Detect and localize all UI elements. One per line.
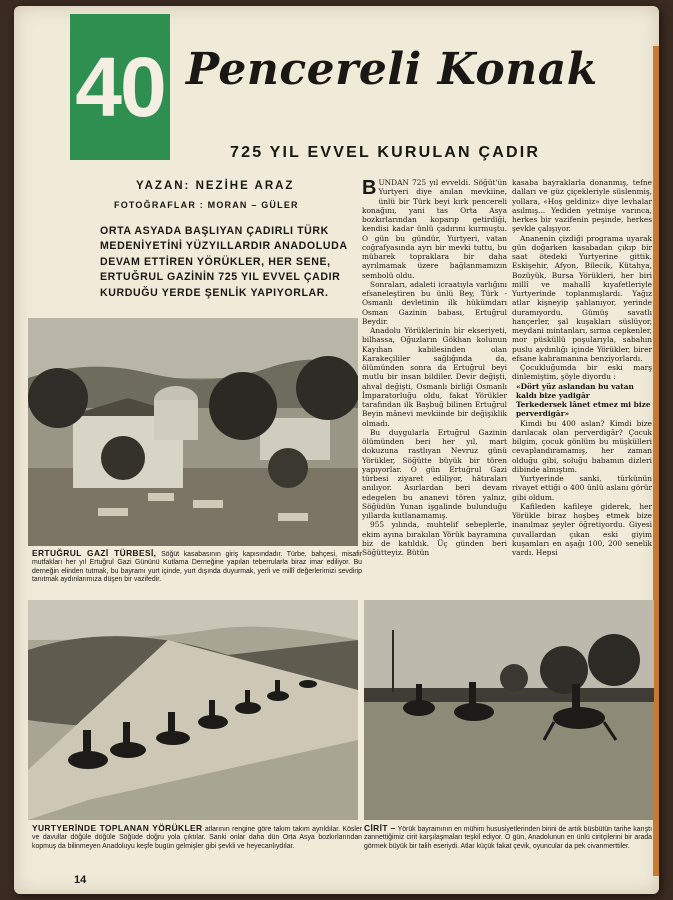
- paragraph: Bu duygularla Ertuğrul Gazinin ölümünden beri her yıl, mart dokuzuna rastlıyan Nevruz günü Yörükler, Söğütte büyük bir tören yapıyorlar. O gün Ertuğrul Gazi türbesi ziyaret ediliyor, hâtıraları anılıyor. Asırlardan beri devam edegelen bu ananevi tören yalnız, Söğüdün Yunan işgalinde bulunduğu yıllarda kutlanamamış.: [362, 427, 507, 520]
- caption-text: atlarının rengine göre takım takım ayrıldılar. Kösler ve davullar döğüle döğüle Söğüde doğru yola çıktılar. Sanki onlar daha dün Orta Asya bozkırlarından kopmuş da bilinmeyen Anadoluyu keşfe bugün gelmişler gibi şevkli ve heyecanlıydılar.: [32, 826, 363, 850]
- paragraph: Yurtyerinde sanki, türkünün rivayet ettiği o 400 ünlü aslanı görür gibi oldum.: [512, 474, 652, 502]
- paragraph: [362, 178, 507, 280]
- photo-credits: FOTOĞRAFLAR : MORAN – GÜLER: [114, 200, 299, 210]
- lead-paragraph: ORTA ASYADA BAŞLIYAN ÇADIRLI TÜRK MEDENİYETİNİ YÜZYILLARDIR ANADOLUDA DEVAM ETTİREN YÖRÜKLER, HER SENE, ERTUĞRUL GAZİNİN 725 YIL EVVEL ÇADIR KURDUĞU YERDE ŞENLİK YAPIYORLAR.: [100, 225, 348, 299]
- paragraph: Kimdi bu 400 aslan? Kimdi bize darılacak olan perverdigâr? Çocuk bilgim, çocuk gönlüm bu müşkülleri cevaplandıramamış, her zaman olduğu gibi, soluğu babamın dizleri dibinde almıştım.: [512, 418, 652, 474]
- caption-text: Söğüt kasabasının giriş kapısındadır. Türbe, bahçesi, misafir mutfakları her yıl Ertuğrul Gazi Gününü Kutlama Derneğine yapılan teberrularla biraz imar ediliyor. Bu derneğin elinden tutmak, bu bayramı yurt içinde, yurt dışında duyurmak, yerli ve millî değerlerimizi sevdirip tanıtmak aydınlarımıza düşen bir vazifedir.: [32, 551, 362, 584]
- tomb-photo: [28, 318, 358, 546]
- author-byline: YAZAN: NEZİHE ARAZ: [136, 180, 295, 192]
- magazine-page: [14, 6, 659, 894]
- paragraph-text: UNDAN 725 yıl evveldi. Söğüt'ün Yurtyeri diye anılan mevkiine, ünlü bir Türk beyi kırk pencereli konağını, yani tas Orta Asya bozkırlarından koparıp getirdiği, kendisi kadar ünlü çadırını kurmuştu. O gün bu gündür, Yurtyeri, vatan coğrafyasında ayrı bir mevki tuttu, bu mübarek topraklara bir daha ayrılmamak üzere bağlanmamızın sembolü oldu.: [362, 178, 507, 280]
- article-number: 40: [75, 39, 165, 134]
- tomb-caption: [32, 549, 362, 585]
- paragraph: Anadolu Yörüklerinin bir ekseriyeti, bilhassa, Oğuzların Gökhan kolunun Kayıhan kabilesinden olan Karakeçililer sağlığında da, ölümünden sonra da Ertuğrul beyi mutlu bir insan bildiler. Devir değişti, ahval değişti, Osmanlı birliği Osmanlı İmparatorluğu oldu, fakat Yörükler tarafından ilk Başbuğ bilinen Ertuğrul Beyin mânevi mevkiinde bir değişiklik olmadı.: [362, 326, 507, 428]
- cirit-photo: [364, 600, 654, 820]
- drop-cap: B: [362, 178, 377, 199]
- article-number-box: [70, 14, 170, 160]
- verse-line: Terkedersek lânet etmez mi bize perverdigâr»: [516, 400, 651, 419]
- yoruk-procession-photo: [28, 600, 358, 820]
- page-number: 14: [74, 874, 87, 886]
- article-subtitle: 725 YIL EVVEL KURULAN ÇADIR: [230, 144, 541, 161]
- paragraph: Kafileden kafileye giderek, her Yörükle biraz hoşbeş etmek bize inanılmaz şeyler öğretiyordu. Giyesi çuvallardan çıkan eski giyim kuşamları en aşağı 100, 200 senelik vardı. Hepsi: [512, 501, 652, 557]
- article-title: Pencereli Konak: [186, 44, 598, 95]
- paragraph: Sonraları, adaleti icraatıyla varlığını efsaneleştiren bu ünlü Bey, Türk - Osmanlı devletinin ilk hükümdarı Osman Gazinin babası, Ertuğrul Beydir.: [362, 279, 507, 326]
- paragraph: 955 yılında, muhtelif sebeplerle, ekim ayına bırakılan Yörük bayramına biz de katıldık. Üç günden beri Söğütteyiz. Bütün: [362, 520, 507, 557]
- caption-title: CİRİT –: [364, 823, 396, 833]
- paragraph: Ananenin çizdiği programa uyarak gün doğarken kasabadan çıkıp bir saat ötedeki Yurtyerine gittik. Eskişehir, Afyon, Bilecik, Kütahya, Bozüyük, Bursa Yörükleri, her biri millî ve mahallî kıyafetleriyle Yurtyerinde toplanmışlardı. Yağız atlar kişneyip şahlanıyor, yerinde duramıyordu. Gümüş savatlı hançerler, şal kuşakları süslüyor, meydani mintanları, sırma cepkenler, mor püsküllü poşularıyla, sabahın puslu aydınlığı içinde Yörükler, birer efsane kahramanına benziyorlardı.: [512, 233, 652, 363]
- body-column-1: [362, 178, 507, 596]
- verse-line: «Dört yüz aslandan bu vatan kaldı bize yadigâr: [516, 381, 634, 400]
- cirit-caption: [364, 824, 652, 851]
- caption-text: Yörük bayramının en mühim hususiyetlerinden birini de artık büsbütün tarihe karıştı zannettiğimiz cirit karşılaşmaları teşkil ediyor. O gün, Anadolunun en ünlü ciritçilerini bir arada görmek büyük bir talih eseriydi. Atlar küçük fakat çevik, oyuncular da pek civanmerttiler.: [364, 826, 652, 850]
- caption-title: YURTYERİNDE TOPLANAN YÖRÜKLER: [32, 823, 203, 833]
- paragraph: Çocukluğumda bir eski marş dinlemiştim, şöyle diyordu :: [512, 363, 652, 382]
- paragraph: kasaba bayraklarla donanmış, tefne dalları ve güz çiçekleriyle süslenmiş, yollara, «Hoş geldiniz» diye levhalar asılmış... Yediden yetmişe varınca, herkes bir vazifenin peşinde, herkes şevkle çalışıyor.: [512, 178, 652, 234]
- body-column-2: [512, 178, 652, 596]
- yoruk-caption: [32, 824, 362, 851]
- caption-title: ERTUĞRUL GAZİ TÜRBESİ,: [32, 548, 157, 558]
